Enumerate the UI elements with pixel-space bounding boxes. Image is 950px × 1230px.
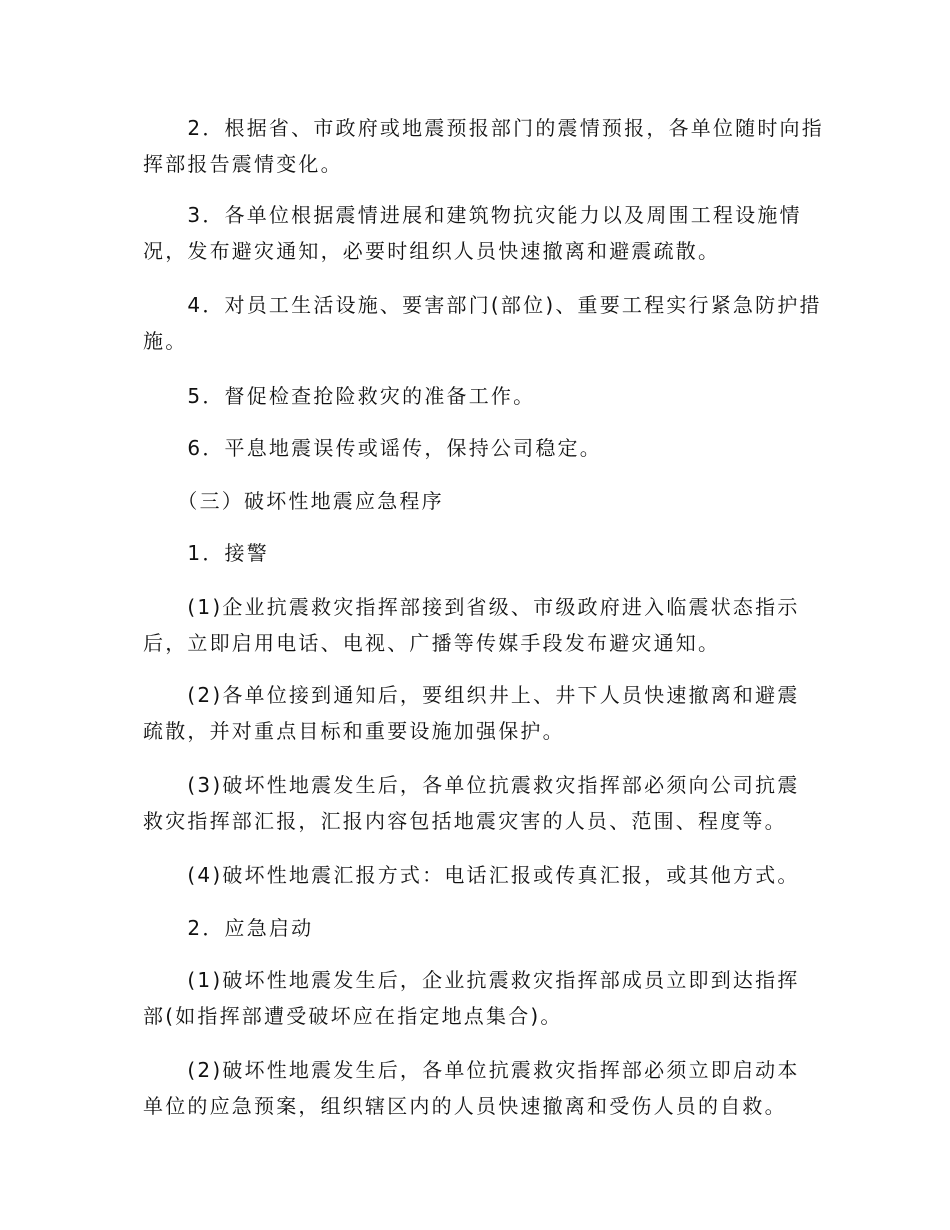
text-line: 单位的应急预案，组织辖区内的人员快速撤离和受伤人员的自救。 xyxy=(143,1094,787,1118)
text-line: 施。 xyxy=(143,329,188,353)
text-line: 挥部报告震情变化。 xyxy=(143,152,343,176)
section-heading xyxy=(143,483,823,519)
text-line: 部(如指挥部遭受破坏应在指定地点集合)。 xyxy=(143,1004,563,1028)
paragraph-sub-4 xyxy=(143,857,823,893)
text-line: (3)破坏性地震发生后，各单位抗震救灾指挥部必须向公司抗震 xyxy=(143,773,800,797)
subsection-heading-emergency-start xyxy=(143,910,823,946)
text-line: (2)各单位接到通知后，要组织井上、井下人员快速撤离和避震 xyxy=(143,683,800,707)
paragraph-item-3 xyxy=(143,197,823,269)
text-line: 5．督促检查抢险救灾的准备工作。 xyxy=(143,384,536,408)
subsection-heading-receive-alert xyxy=(143,535,823,571)
text-line: 救灾指挥部汇报，汇报内容包括地震灾害的人员、范围、程度等。 xyxy=(143,809,787,833)
paragraph-sub-2b xyxy=(143,1052,823,1124)
text-line: (1)破坏性地震发生后，企业抗震救灾指挥部成员立即到达指挥 xyxy=(143,968,800,992)
text-line: 疏散，并对重点目标和重要设施加强保护。 xyxy=(143,719,565,743)
text-line: 2．根据省、市政府或地震预报部门的震情预报，各单位随时向指 xyxy=(143,116,824,140)
paragraph-sub-1 xyxy=(143,589,823,661)
text-line: 况，发布避灾通知，必要时组织人员快速撤离和避震疏散。 xyxy=(143,239,721,263)
text-line: 后，立即启用电话、电视、广播等传媒手段发布避灾通知。 xyxy=(143,631,721,655)
paragraph-item-6 xyxy=(143,430,823,466)
paragraph-sub-2 xyxy=(143,677,823,749)
paragraph-sub-1b xyxy=(143,962,823,1034)
text-line: 2．应急启动 xyxy=(143,916,314,940)
text-line: 6．平息地震误传或谣传，保持公司稳定。 xyxy=(143,436,602,460)
paragraph-item-2 xyxy=(143,110,823,182)
paragraph-item-5 xyxy=(143,378,823,414)
paragraph-sub-3 xyxy=(143,767,823,839)
text-line: (2)破坏性地震发生后，各单位抗震救灾指挥部必须立即启动本 xyxy=(143,1058,800,1082)
paragraph-item-4 xyxy=(143,287,823,359)
text-line: (1)企业抗震救灾指挥部接到省级、市级政府进入临震状态指示 xyxy=(143,595,800,619)
text-line: 3．各单位根据震情进展和建筑物抗灾能力以及周围工程设施情 xyxy=(143,203,802,227)
text-line: 1．接警 xyxy=(143,541,269,565)
text-line: 4．对员工生活设施、要害部门(部位)、重要工程实行紧急防护措 xyxy=(143,293,822,317)
text-line: （三）破坏性地震应急程序 xyxy=(143,489,444,513)
text-line: (4)破坏性地震汇报方式：电话汇报或传真汇报，或其他方式。 xyxy=(143,863,800,887)
